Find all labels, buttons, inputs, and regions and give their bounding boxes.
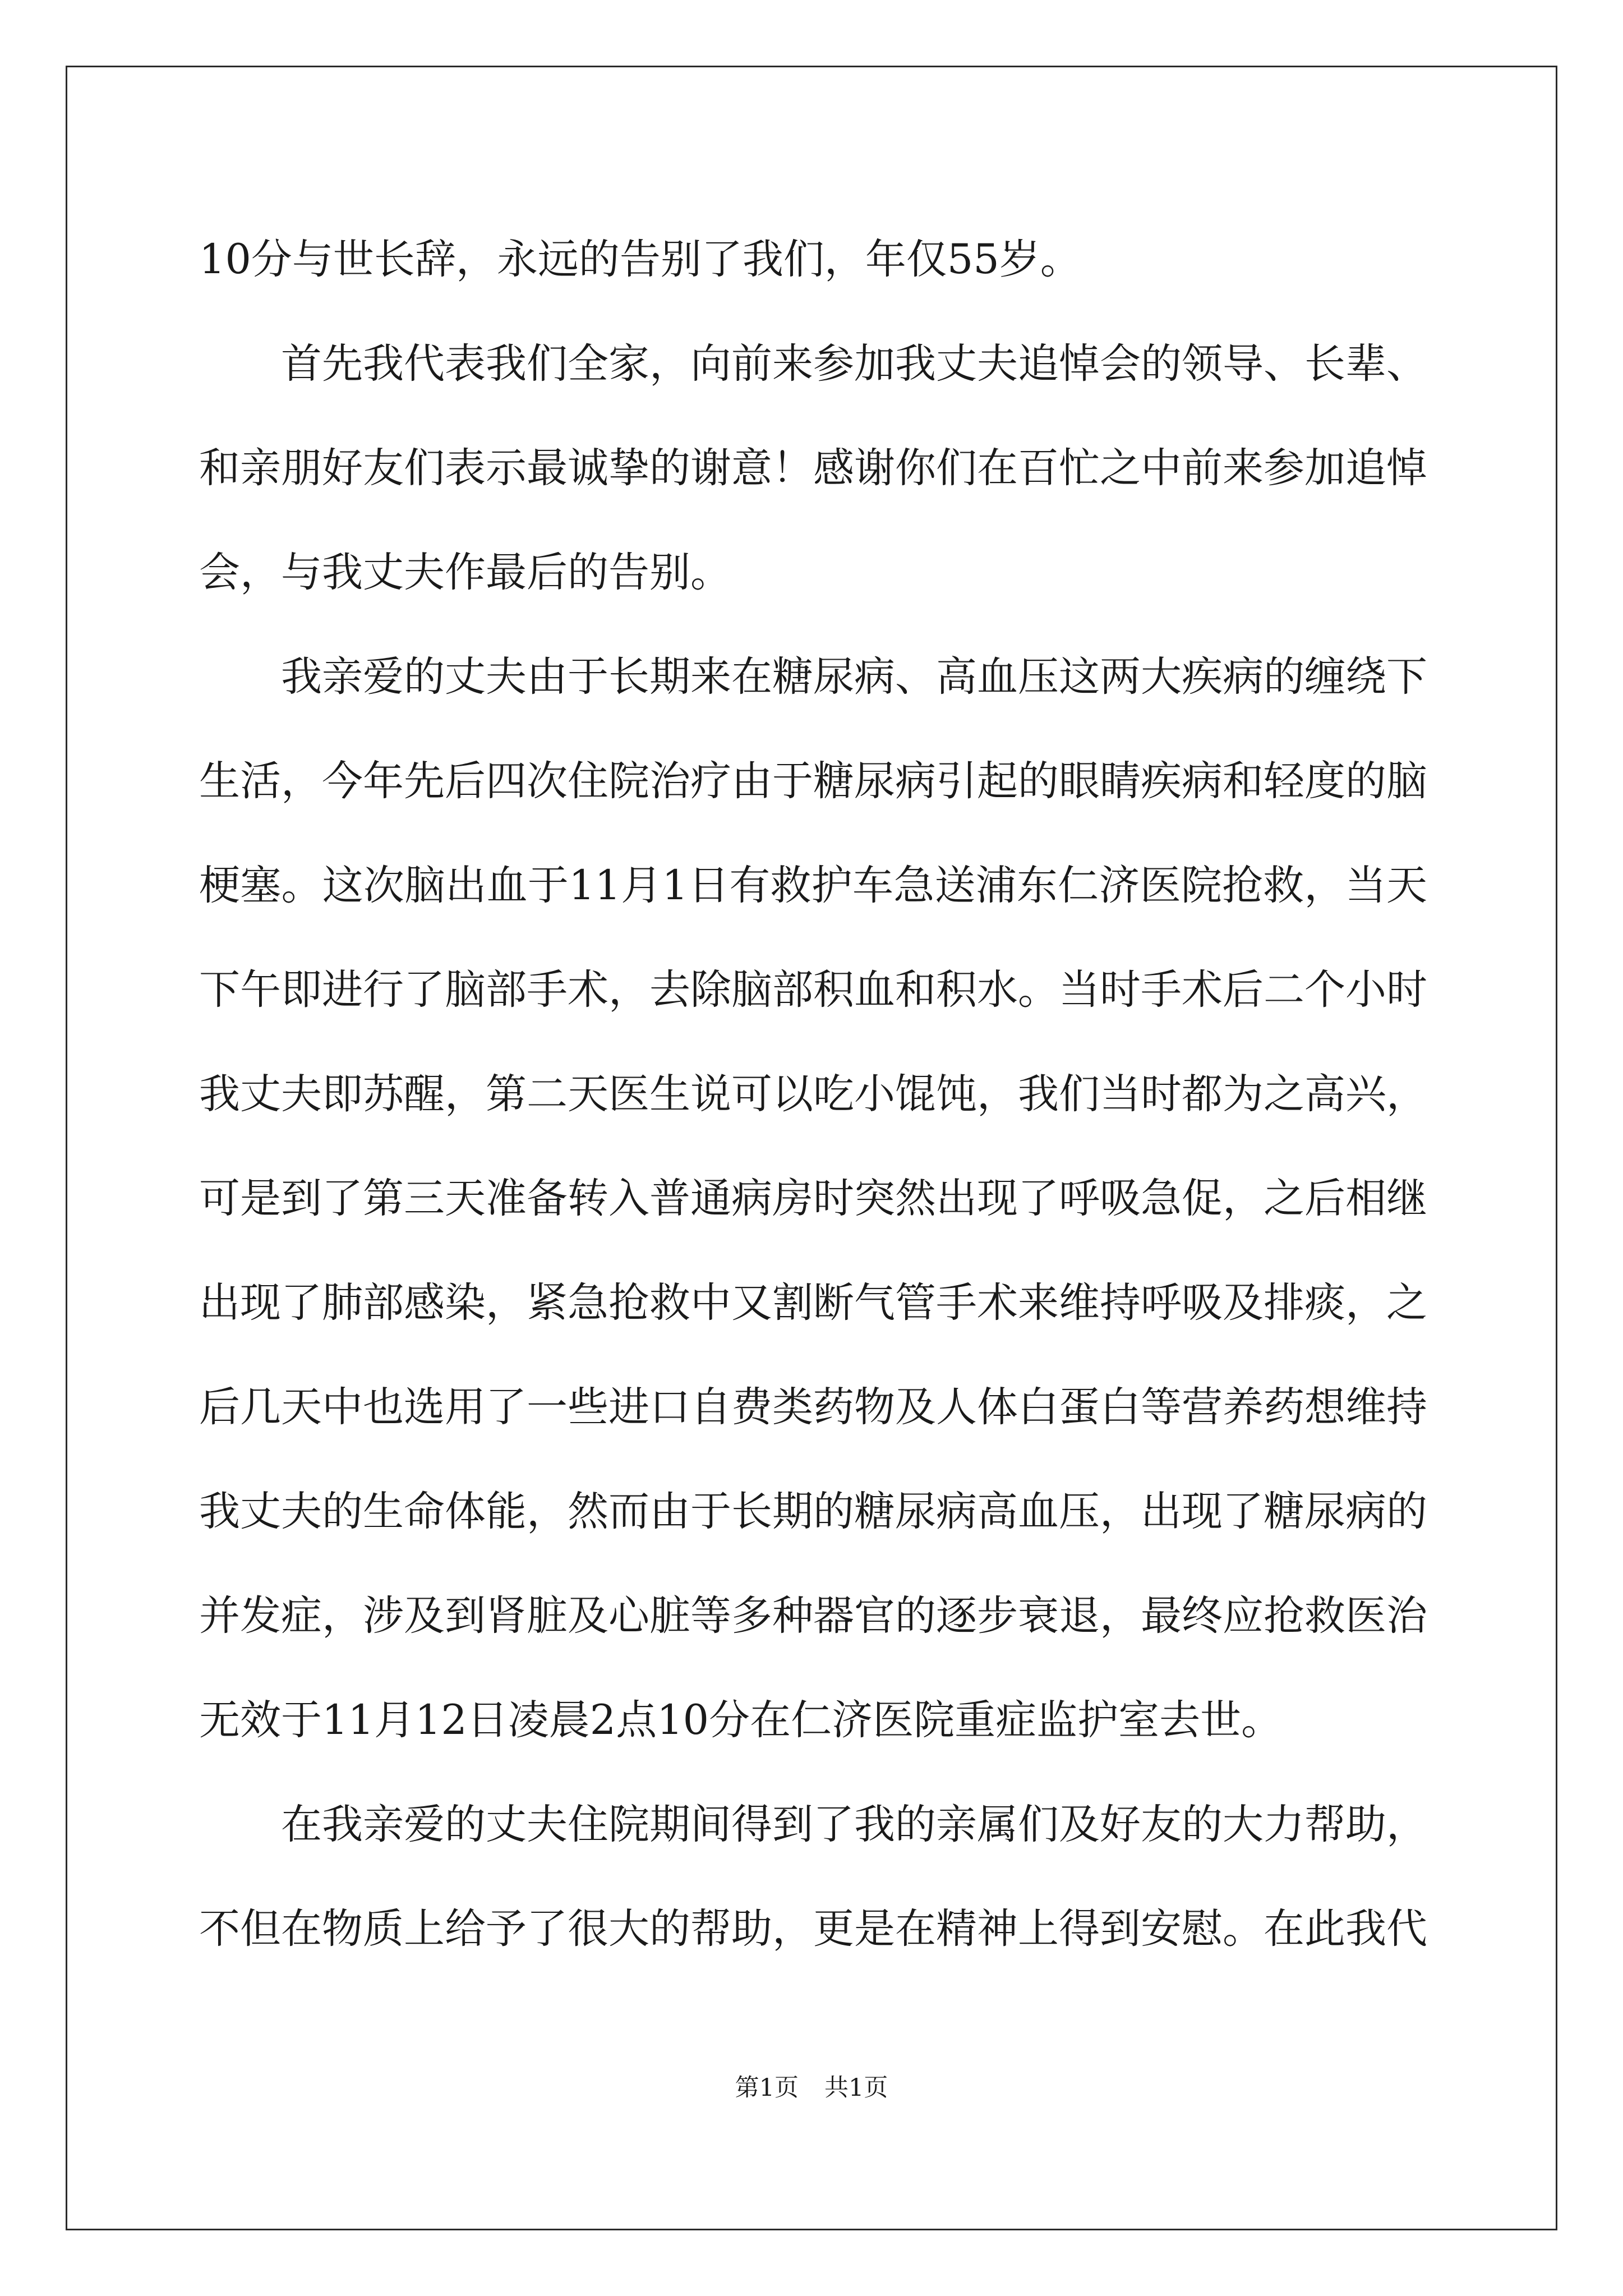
page-number-total: 共1页 [824,2074,888,2102]
page-footer [0,2071,1623,2105]
paragraph-4: 在我亲爱的丈夫住院期间得到了我的亲属们及好友的大力帮助，不但在物质上给予了很大的帮助，更是在精神上得到安慰。在此我代 [199,1801,1427,1953]
paragraph-2: 首先我代表我们全家，向前来参加我丈夫追悼会的领导、长辈、和亲朋好友们表示最诚挚的谢意！感谢你们在百忙之中前来参加追悼会，与我丈夫作最后的告别。 [199,340,1427,596]
paragraph-1: 10分与世长辞，永远的告别了我们，年仅55岁。 [199,236,1081,283]
paragraph-3: 我亲爱的丈夫由于长期来在糖尿病、高血压这两大疾病的缠绕下生活，今年先后四次住院治疗由于糖尿病引起的眼睛疾病和轻度的脑梗塞。这次脑出血于11月1日有救护车急送浦东仁济医院抢救，当天下午即进行了脑部手术，去除脑部积血和积水。当时手术后二个小时我丈夫即苏醒，第二天医生说可以吃小馄饨，我们当时都为之高兴，可是到了第三天准备转入普通病房时突然出现了呼吸急促，之后相继出现了肺部感染，紧急抢救中又割断气管手术来维持呼吸及排痰，之后几天中也选用了一些进口自费类药物及人体白蛋白等营养药想维持我丈夫的生命体能，然而由于长期的糖尿病高血压，出现了糖尿病的并发症，涉及到肾脏及心脏等多种器官的逐步衰退，最终应抢救医治无效于11月12日凌晨2点10分在仁济医院重症监护室去世。 [199,653,1427,1744]
document-body [199,208,1427,1981]
page-number-current: 第1页 [735,2074,799,2102]
